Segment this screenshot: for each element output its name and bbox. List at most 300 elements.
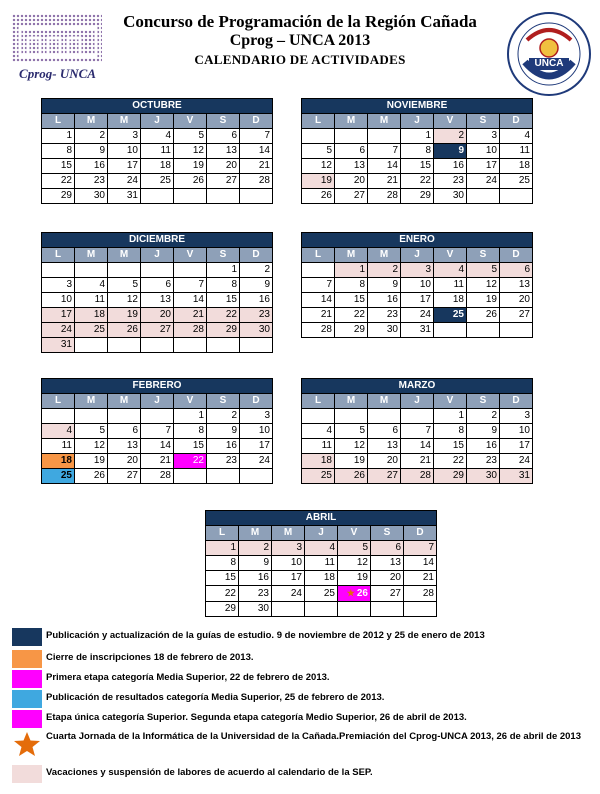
week-row [302, 159, 533, 174]
day-cell: 3 [108, 129, 141, 144]
day-cell: 11 [434, 278, 467, 293]
day-cell: 13 [371, 556, 404, 571]
day-cell: 23 [75, 174, 108, 189]
week-row [206, 602, 437, 617]
seal-emblem-icon [505, 10, 593, 98]
week-row [206, 586, 437, 602]
week-row [42, 144, 273, 159]
day-cell: 17 [401, 293, 434, 308]
day-cell: 30 [75, 189, 108, 204]
day-cell: 5 [335, 424, 368, 439]
calendar-enero [301, 232, 533, 338]
day-cell: 10 [240, 424, 273, 439]
day-cell: 18 [500, 159, 533, 174]
weekday-label: J [141, 248, 174, 263]
day-cell: 4 [434, 263, 467, 278]
day-cell: 9 [207, 424, 240, 439]
day-cell: 2 [207, 409, 240, 424]
day-cell: 21 [368, 174, 401, 189]
day-cell: 24 [42, 323, 75, 338]
empty-cell [42, 263, 75, 278]
day-cell: 8 [401, 144, 434, 159]
day-cell: 20 [335, 174, 368, 189]
day-cell: 27 [141, 323, 174, 338]
day-cell: 8 [335, 278, 368, 293]
week-row [42, 129, 273, 144]
day-cell: 21 [174, 308, 207, 323]
day-cell: 17 [500, 439, 533, 454]
week-row [42, 293, 273, 308]
week-row [206, 556, 437, 571]
weekday-label: D [500, 114, 533, 129]
day-cell: 3 [401, 263, 434, 278]
day-cell: 1 [206, 541, 239, 556]
day-cell: 19 [338, 571, 371, 586]
day-cell: 14 [240, 144, 273, 159]
day-cell: 27 [108, 469, 141, 484]
day-cell: 8 [174, 424, 207, 439]
weekday-label: M [368, 114, 401, 129]
day-cell: 22 [335, 308, 368, 323]
empty-cell [108, 409, 141, 424]
weekday-label: D [240, 114, 273, 129]
day-cell: 26 [174, 174, 207, 189]
day-cell: 2 [368, 263, 401, 278]
day-cell: 11 [141, 144, 174, 159]
day-cell: 12 [302, 159, 335, 174]
day-cell: 25 [75, 323, 108, 338]
weekday-label: L [42, 248, 75, 263]
week-row [302, 469, 533, 484]
weekday-label: S [467, 394, 500, 409]
weekday-label: M [108, 248, 141, 263]
legend-text: Cuarta Jornada de la Informática de la Universidad de la Cañada.Premiación del Cprog-UNCA 2013, 26 de abril de 2013 [46, 731, 581, 742]
day-cell: 4 [75, 278, 108, 293]
day-cell: 4 [42, 424, 75, 439]
day-cell: 3 [467, 129, 500, 144]
day-cell: 8 [434, 424, 467, 439]
day-cell: 29 [335, 323, 368, 338]
day-cell: 11 [42, 439, 75, 454]
empty-cell [302, 129, 335, 144]
day-cell: 30 [467, 469, 500, 484]
day-cell: 16 [207, 439, 240, 454]
day-cell: 12 [335, 439, 368, 454]
legend-text: Primera etapa categoría Media Superior, 22 de febrero de 2013. [46, 672, 330, 683]
weekday-label: L [42, 114, 75, 129]
weekday-label: V [434, 114, 467, 129]
weekday-label: L [206, 526, 239, 541]
legend-swatch [12, 710, 42, 728]
day-cell: 26 [302, 189, 335, 204]
legend-item [12, 765, 592, 783]
legend-item [12, 628, 592, 646]
day-cell: 18 [75, 308, 108, 323]
day-cell: 5 [108, 278, 141, 293]
day-cell: 28 [141, 469, 174, 484]
day-cell: 2 [434, 129, 467, 144]
week-row [302, 174, 533, 189]
week-row [42, 439, 273, 454]
day-cell: 29 [42, 189, 75, 204]
weekday-label: M [335, 248, 368, 263]
day-cell: 25 [302, 469, 335, 484]
day-cell: 14 [141, 439, 174, 454]
day-cell: 6 [207, 129, 240, 144]
day-cell: 30 [434, 189, 467, 204]
day-cell: 13 [207, 144, 240, 159]
legend-swatch [12, 670, 42, 688]
seal-text: UNCA [534, 58, 564, 69]
day-cell: 23 [467, 454, 500, 469]
day-cell: 28 [401, 469, 434, 484]
day-cell: 9 [239, 556, 272, 571]
day-cell: 8 [207, 278, 240, 293]
calendar-abril [205, 510, 437, 617]
day-cell: 5 [302, 144, 335, 159]
day-cell: 11 [305, 556, 338, 571]
day-cell: 12 [108, 293, 141, 308]
empty-cell [305, 602, 338, 617]
star-icon [12, 731, 42, 749]
month-header [302, 99, 533, 114]
empty-cell [75, 409, 108, 424]
day-cell: 28 [240, 174, 273, 189]
day-cell: 29 [401, 189, 434, 204]
day-cell: 9 [467, 424, 500, 439]
day-cell: 7 [141, 424, 174, 439]
day-cell: 9 [368, 278, 401, 293]
logo-caption: Cprog- UNCA [19, 66, 96, 81]
weekday-label: L [42, 394, 75, 409]
day-cell: 31 [42, 338, 75, 353]
empty-cell [141, 263, 174, 278]
weekday-label: D [404, 526, 437, 541]
week-row [42, 424, 273, 439]
day-cell: 17 [240, 439, 273, 454]
empty-cell [434, 323, 467, 338]
day-cell: 21 [240, 159, 273, 174]
day-cell: 27 [207, 174, 240, 189]
weekday-label: L [302, 114, 335, 129]
day-cell: 16 [239, 571, 272, 586]
week-row [302, 293, 533, 308]
empty-cell [302, 263, 335, 278]
day-cell: 3 [240, 409, 273, 424]
day-cell: 31 [108, 189, 141, 204]
month-name: ENERO [302, 233, 533, 248]
day-cell: 22 [174, 454, 207, 469]
day-cell: 18 [434, 293, 467, 308]
day-cell: 4 [302, 424, 335, 439]
day-cell: 10 [467, 144, 500, 159]
month-name: OCTUBRE [42, 99, 273, 114]
week-row [42, 323, 273, 338]
day-cell: 15 [207, 293, 240, 308]
day-cell: 1 [174, 409, 207, 424]
day-cell: 13 [108, 439, 141, 454]
month-header [42, 99, 273, 114]
week-row [302, 278, 533, 293]
day-cell: 6 [108, 424, 141, 439]
day-cell: 13 [335, 159, 368, 174]
weekday-label: M [75, 248, 108, 263]
weekday-header [42, 248, 273, 263]
day-cell: 13 [368, 439, 401, 454]
day-cell: 19 [302, 174, 335, 189]
day-cell: 2 [239, 541, 272, 556]
week-row [302, 189, 533, 204]
weekday-label: V [174, 394, 207, 409]
empty-cell [335, 129, 368, 144]
day-cell: 6 [500, 263, 533, 278]
day-cell: 24 [240, 454, 273, 469]
weekday-label: M [335, 114, 368, 129]
day-cell: 8 [42, 144, 75, 159]
day-cell: 19 [335, 454, 368, 469]
day-cell: 25 [141, 174, 174, 189]
day-cell: 23 [368, 308, 401, 323]
legend-item [12, 690, 592, 708]
day-cell: 7 [302, 278, 335, 293]
weekday-label: D [500, 394, 533, 409]
day-cell: 14 [302, 293, 335, 308]
day-cell: 12 [338, 556, 371, 571]
legend-item [12, 650, 592, 668]
day-cell: 20 [500, 293, 533, 308]
day-cell: 9 [75, 144, 108, 159]
week-row [42, 263, 273, 278]
day-cell: 22 [434, 454, 467, 469]
day-cell: 21 [141, 454, 174, 469]
day-cell: 6 [335, 144, 368, 159]
page-subtitle: Cprog – UNCA 2013 [229, 32, 371, 49]
day-cell: 20 [371, 571, 404, 586]
empty-cell [467, 189, 500, 204]
week-row [302, 263, 533, 278]
day-cell: 21 [404, 571, 437, 586]
day-cell: 2 [240, 263, 273, 278]
weekday-label: V [434, 248, 467, 263]
day-cell: 27 [368, 469, 401, 484]
empty-cell [174, 338, 207, 353]
day-cell: 16 [368, 293, 401, 308]
empty-cell [141, 189, 174, 204]
weekday-label: D [500, 248, 533, 263]
day-cell: 23 [239, 586, 272, 602]
day-cell: 25 [500, 174, 533, 189]
day-cell: 21 [302, 308, 335, 323]
page-title: Concurso de Programación de la Región Cañada [123, 12, 477, 31]
day-cell: 1 [207, 263, 240, 278]
day-cell: 3 [272, 541, 305, 556]
day-cell: 1 [335, 263, 368, 278]
day-cell: 17 [467, 159, 500, 174]
day-cell: 2 [467, 409, 500, 424]
month-header [206, 511, 437, 526]
day-cell: 27 [335, 189, 368, 204]
day-cell: 17 [42, 308, 75, 323]
empty-cell [75, 338, 108, 353]
day-cell: 14 [401, 439, 434, 454]
empty-cell [500, 189, 533, 204]
day-cell: 7 [240, 129, 273, 144]
empty-cell [368, 129, 401, 144]
week-row [42, 469, 273, 484]
weekday-header [302, 248, 533, 263]
week-row [302, 308, 533, 323]
legend-text: Publicación y actualización de la guías de estudio. 9 de noviembre de 2012 y 25 de enero de 2013 [46, 630, 485, 641]
calendar-marzo [301, 378, 533, 484]
day-cell: 26 [75, 469, 108, 484]
weekday-label: M [368, 394, 401, 409]
month-name: NOVIEMBRE [302, 99, 533, 114]
day-cell: 29 [206, 602, 239, 617]
week-row [206, 571, 437, 586]
weekday-header [206, 526, 437, 541]
day-cell: 18 [42, 454, 75, 469]
day-cell: 24 [500, 454, 533, 469]
day-cell: 30 [239, 602, 272, 617]
legend-text: Cierre de inscripciones 18 de febrero de 2013. [46, 652, 254, 663]
day-cell: 15 [401, 159, 434, 174]
day-cell [338, 586, 371, 602]
day-cell: 31 [401, 323, 434, 338]
legend-swatch [12, 690, 42, 708]
day-cell: 4 [141, 129, 174, 144]
weekday-label: M [335, 394, 368, 409]
day-cell: 24 [401, 308, 434, 323]
day-cell: 7 [368, 144, 401, 159]
empty-cell [240, 189, 273, 204]
day-cell: 6 [368, 424, 401, 439]
day-cell: 17 [272, 571, 305, 586]
week-row [42, 278, 273, 293]
weekday-label: V [338, 526, 371, 541]
weekday-label: M [239, 526, 272, 541]
empty-cell [174, 263, 207, 278]
empty-cell [401, 409, 434, 424]
weekday-label: D [240, 248, 273, 263]
weekday-label: S [467, 248, 500, 263]
legend-text: Vacaciones y suspensión de labores de acuerdo al calendario de la SEP. [46, 767, 373, 778]
day-cell: 15 [335, 293, 368, 308]
legend-swatch [12, 628, 42, 646]
weekday-label: M [272, 526, 305, 541]
empty-cell [42, 409, 75, 424]
month-name: MARZO [302, 379, 533, 394]
weekday-label: V [174, 114, 207, 129]
weekday-header [42, 394, 273, 409]
day-cell: 28 [404, 586, 437, 602]
week-row [302, 409, 533, 424]
weekday-header [302, 394, 533, 409]
day-cell: 10 [272, 556, 305, 571]
day-cell: 22 [42, 174, 75, 189]
empty-cell [302, 409, 335, 424]
day-cell: 18 [305, 571, 338, 586]
day-cell: 18 [141, 159, 174, 174]
day-cell: 28 [302, 323, 335, 338]
weekday-label: V [174, 248, 207, 263]
weekday-header [302, 114, 533, 129]
week-row [42, 308, 273, 323]
day-cell: 15 [434, 439, 467, 454]
week-row [302, 323, 533, 338]
day-cell: 6 [141, 278, 174, 293]
week-row [42, 174, 273, 189]
week-row [302, 454, 533, 469]
week-row [302, 424, 533, 439]
day-cell: 19 [174, 159, 207, 174]
day-cell: 20 [368, 454, 401, 469]
legend-swatch [12, 650, 42, 668]
day-cell: 1 [42, 129, 75, 144]
empty-cell [108, 263, 141, 278]
week-row [42, 338, 273, 353]
day-cell: 14 [404, 556, 437, 571]
month-name: FEBRERO [42, 379, 273, 394]
day-cell: 19 [75, 454, 108, 469]
weekday-label: J [401, 114, 434, 129]
legend-item [12, 670, 592, 688]
day-cell: 31 [500, 469, 533, 484]
day-cell: 25 [305, 586, 338, 602]
weekday-label: L [302, 394, 335, 409]
week-row [302, 129, 533, 144]
weekday-label: M [368, 248, 401, 263]
day-cell: 1 [434, 409, 467, 424]
day-cell: 24 [272, 586, 305, 602]
empty-cell [404, 602, 437, 617]
day-cell: 9 [434, 144, 467, 159]
weekday-label: J [401, 394, 434, 409]
weekday-label: S [207, 248, 240, 263]
calendar-diciembre [41, 232, 273, 353]
weekday-header [42, 114, 273, 129]
weekday-label: V [434, 394, 467, 409]
day-cell: 20 [108, 454, 141, 469]
weekday-label: S [371, 526, 404, 541]
day-cell: 16 [240, 293, 273, 308]
empty-cell [207, 469, 240, 484]
day-cell: 26 [467, 308, 500, 323]
empty-cell [371, 602, 404, 617]
empty-cell [108, 338, 141, 353]
week-row [42, 189, 273, 204]
day-cell: 24 [108, 174, 141, 189]
day-cell: 28 [368, 189, 401, 204]
day-cell: 25 [42, 469, 75, 484]
empty-cell [207, 338, 240, 353]
weekday-label: J [305, 526, 338, 541]
weekday-label: M [75, 114, 108, 129]
day-cell: 24 [467, 174, 500, 189]
day-cell: 16 [75, 159, 108, 174]
day-cell: 8 [206, 556, 239, 571]
day-cell: 12 [75, 439, 108, 454]
empty-cell [141, 338, 174, 353]
day-cell: 15 [206, 571, 239, 586]
empty-cell [467, 323, 500, 338]
empty-cell [174, 469, 207, 484]
empty-cell [174, 189, 207, 204]
calendar-febrero [41, 378, 273, 484]
empty-cell [338, 602, 371, 617]
day-cell: 20 [207, 159, 240, 174]
day-cell: 7 [174, 278, 207, 293]
day-cell: 21 [401, 454, 434, 469]
